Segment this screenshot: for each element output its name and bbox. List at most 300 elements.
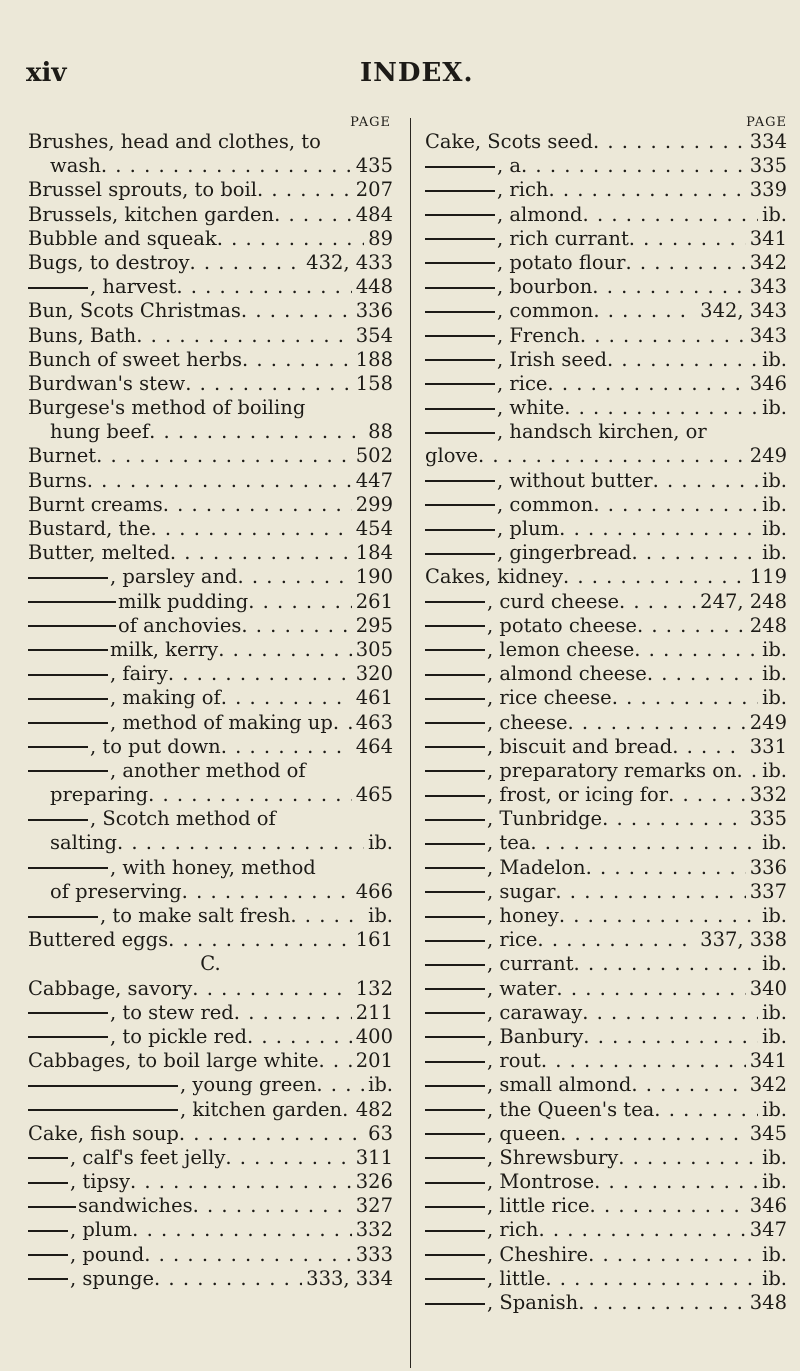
repeat-dash — [425, 770, 485, 772]
repeat-dash — [425, 480, 495, 482]
leader-dots — [594, 1170, 758, 1194]
entry-label: , to pickle red — [110, 1024, 247, 1048]
repeat-dash — [425, 432, 495, 434]
page-reference: 432, 433 — [306, 250, 393, 274]
page-reference: 464 — [355, 734, 393, 758]
index-entry — [425, 1001, 787, 1025]
leader-dots — [541, 1049, 746, 1073]
index-entry — [28, 1267, 393, 1291]
index-column-left — [28, 116, 393, 1291]
index-entry — [28, 1122, 393, 1146]
repeat-dash — [28, 601, 116, 603]
leader-dots — [625, 251, 745, 275]
page-reference: 311 — [355, 1145, 393, 1169]
index-entry — [28, 880, 393, 904]
entry-label: , white — [497, 396, 565, 420]
page-reference: ib. — [762, 541, 787, 565]
leader-dots — [559, 517, 758, 541]
repeat-dash — [28, 1206, 76, 1208]
page-reference: 188 — [355, 347, 393, 371]
entry-text — [28, 1170, 130, 1194]
entry-text — [425, 324, 580, 348]
entry-label: , spunge — [70, 1266, 155, 1290]
index-column-right — [425, 116, 787, 1315]
repeat-dash — [28, 1182, 68, 1184]
entry-label: , to stew red — [110, 1000, 234, 1024]
index-entry — [425, 227, 787, 251]
leader-dots — [170, 541, 352, 565]
index-entry — [28, 1098, 393, 1122]
index-entry — [425, 178, 787, 202]
entry-label: Bugs, to destroy — [28, 250, 190, 274]
repeat-dash — [425, 867, 485, 869]
entry-text — [28, 154, 101, 178]
leader-dots — [217, 227, 364, 251]
repeat-dash — [425, 529, 495, 531]
leader-dots — [218, 638, 352, 662]
entry-label: , queen — [487, 1121, 561, 1145]
page-reference: ib. — [762, 347, 787, 371]
entry-text — [28, 711, 333, 735]
entry-label: Brussels, kitchen garden — [28, 202, 275, 226]
entry-label: , method of making up — [110, 710, 333, 734]
index-entries — [425, 130, 787, 1315]
entry-label: Cake, fish soup — [28, 1121, 179, 1145]
entry-text — [28, 1243, 144, 1267]
index-entry — [28, 711, 393, 735]
entry-label: , rice — [497, 371, 548, 395]
page-reference: 341 — [749, 1049, 787, 1073]
entry-label: , gingerbread — [497, 541, 632, 565]
leader-dots — [560, 1122, 746, 1146]
page-reference: 332 — [355, 1218, 393, 1242]
page-reference: ib. — [762, 468, 787, 492]
entry-text — [28, 178, 257, 202]
entry-label: , lemon cheese — [487, 637, 635, 661]
repeat-dash — [28, 674, 108, 676]
entry-label: Cabbage, savory — [28, 976, 193, 1000]
entry-label: , frost, or icing for — [487, 783, 669, 807]
leader-dots — [241, 614, 351, 638]
entry-text — [425, 952, 574, 976]
entry-label: Bunch of sweet herbs — [28, 347, 243, 371]
entry-label: , almond — [497, 202, 583, 226]
entry-label: , rout — [487, 1049, 541, 1073]
leader-dots — [185, 372, 352, 396]
entry-label: salting — [50, 831, 117, 855]
entry-label: , cheese — [487, 710, 568, 734]
repeat-dash — [425, 1206, 485, 1208]
page-reference: 465 — [355, 783, 393, 807]
entry-text — [28, 493, 163, 517]
leader-dots — [555, 880, 745, 904]
entry-text — [425, 831, 530, 855]
repeat-dash — [28, 746, 88, 748]
index-entry — [28, 154, 393, 178]
page-reference: 249 — [749, 710, 787, 734]
page-reference: 463 — [355, 710, 393, 734]
entry-label: , the Queen's tea — [487, 1097, 655, 1121]
index-entry — [425, 372, 787, 396]
repeat-dash — [425, 359, 495, 361]
index-entry — [28, 638, 393, 662]
entry-label: , harvest — [90, 275, 177, 299]
page-column-heading: PAGE — [350, 115, 391, 130]
leader-dots — [179, 1122, 364, 1146]
index-entry — [425, 420, 787, 444]
page-reference: 89 — [368, 226, 393, 250]
index-entry — [425, 541, 787, 565]
leader-dots — [149, 420, 364, 444]
page-header — [0, 58, 800, 98]
entry-label: , common — [497, 492, 594, 516]
index-entry — [28, 1025, 393, 1049]
leader-dots — [274, 203, 352, 227]
leader-dots — [588, 1243, 758, 1267]
page-reference: 461 — [355, 686, 393, 710]
page-reference — [389, 396, 393, 420]
index-entry — [425, 348, 787, 372]
entry-label: , fairy — [110, 662, 168, 686]
entry-text — [425, 541, 631, 565]
leader-dots — [538, 1218, 745, 1242]
leader-dots — [602, 807, 746, 831]
repeat-dash — [425, 383, 495, 385]
repeat-dash — [28, 1036, 108, 1038]
entry-text — [28, 275, 176, 299]
index-entry — [28, 469, 393, 493]
entry-label: Burns — [28, 468, 87, 492]
index-entry — [28, 541, 393, 565]
leader-dots — [132, 1218, 352, 1242]
repeat-dash — [28, 1109, 178, 1111]
page-reference: 261 — [355, 589, 393, 613]
page-reference: 454 — [355, 517, 393, 540]
repeat-dash — [425, 1230, 485, 1232]
repeat-dash — [425, 1012, 485, 1014]
entry-label: glove — [425, 444, 479, 468]
entry-text — [28, 1122, 179, 1146]
entry-text — [425, 1025, 583, 1049]
entry-text — [28, 1218, 132, 1242]
leader-dots — [582, 1001, 758, 1025]
repeat-dash — [425, 674, 485, 676]
entry-text — [28, 1267, 154, 1291]
entry-text — [28, 227, 217, 251]
entry-text — [28, 590, 248, 614]
entry-label: , Cheshire — [487, 1242, 589, 1266]
leader-dots — [290, 904, 364, 928]
entry-label: hung beef — [50, 420, 150, 444]
entry-text — [28, 565, 238, 589]
entry-text — [28, 324, 136, 348]
entry-text — [425, 517, 559, 541]
entry-text — [425, 686, 612, 710]
entry-label: , plum — [497, 517, 560, 540]
leader-dots — [319, 1049, 352, 1073]
repeat-dash — [425, 819, 485, 821]
entry-text — [28, 831, 117, 855]
repeat-dash — [28, 770, 108, 772]
index-entry — [28, 420, 393, 444]
entry-text — [425, 711, 568, 735]
leader-dots — [117, 831, 364, 855]
index-entry — [28, 372, 393, 396]
index-entry — [28, 493, 393, 517]
entry-text — [425, 1243, 588, 1267]
page-reference: 190 — [355, 565, 393, 589]
repeat-dash — [425, 1157, 485, 1159]
entry-label: , Tunbridge — [487, 807, 603, 831]
entry-label: , little rice — [487, 1194, 590, 1218]
repeat-dash — [425, 625, 485, 627]
entry-text — [28, 638, 218, 662]
entry-label: Cakes, kidney — [425, 565, 563, 589]
page-reference: ib. — [368, 831, 393, 855]
index-entry — [425, 1291, 787, 1315]
page-reference: 342 — [749, 1073, 787, 1097]
leader-dots — [530, 831, 758, 855]
repeat-dash — [425, 1085, 485, 1087]
repeat-dash — [28, 1278, 68, 1280]
leader-dots — [593, 130, 746, 154]
index-entry — [28, 590, 393, 614]
entry-label: Bustard, the — [28, 517, 151, 540]
page-reference: 158 — [355, 371, 393, 395]
entry-text — [28, 735, 221, 759]
entry-label: , tipsy — [70, 1170, 130, 1194]
entry-text — [28, 614, 241, 638]
repeat-dash — [28, 819, 88, 821]
index-entry — [425, 1243, 787, 1267]
index-entry — [425, 565, 787, 589]
entry-label: , handsch kirchen, or — [497, 420, 707, 444]
page-reference: 400 — [355, 1024, 393, 1048]
entry-text — [28, 469, 87, 493]
entry-text — [28, 662, 168, 686]
index-entry — [28, 1170, 393, 1194]
leader-dots — [592, 275, 745, 299]
index-entry — [28, 517, 393, 541]
entry-text — [425, 590, 619, 614]
page-reference: 336 — [749, 855, 787, 879]
repeat-dash — [425, 1133, 485, 1135]
entry-label: Burdwan's stew — [28, 371, 186, 395]
leader-dots — [136, 324, 352, 348]
entry-label: , without butter — [497, 468, 653, 492]
repeat-dash — [425, 166, 495, 168]
leader-dots — [672, 735, 746, 759]
entry-label: , almond cheese — [487, 662, 647, 686]
page-reference — [389, 856, 393, 880]
leader-dots — [619, 590, 696, 614]
page-reference: 348 — [749, 1291, 787, 1314]
leader-dots — [559, 904, 758, 928]
entry-label: , currant — [487, 952, 574, 976]
leader-dots — [316, 1073, 364, 1097]
entry-label: , honey — [487, 904, 559, 927]
entry-text — [28, 1194, 193, 1218]
page-reference: ib. — [762, 686, 787, 710]
leader-dots — [193, 1194, 352, 1218]
entry-label: , common — [497, 299, 594, 323]
page-reference: 320 — [355, 662, 393, 686]
entry-label: , little — [487, 1266, 546, 1290]
page-reference: 337, 338 — [700, 928, 787, 952]
index-entry — [28, 1073, 393, 1097]
leader-dots — [154, 1267, 302, 1291]
repeat-dash — [28, 1085, 178, 1087]
repeat-dash — [28, 649, 108, 651]
index-entry — [425, 807, 787, 831]
repeat-dash — [28, 577, 108, 579]
page-reference: 333, 334 — [306, 1266, 393, 1290]
repeat-dash — [425, 190, 495, 192]
entry-label: , sugar — [487, 879, 556, 903]
entry-label: , preparatory remarks on — [487, 758, 737, 782]
entry-text — [200, 952, 220, 976]
page-reference: ib. — [762, 492, 787, 516]
repeat-dash — [28, 916, 98, 918]
repeat-dash — [425, 262, 495, 264]
entry-label: Brushes, head and clothes, to — [28, 130, 321, 153]
index-entry — [425, 469, 787, 493]
entry-text — [425, 565, 563, 589]
entry-text — [425, 638, 634, 662]
entry-label: , rich — [497, 178, 549, 202]
entry-text — [425, 1073, 631, 1097]
page-reference: 326 — [355, 1170, 393, 1194]
leader-dots — [564, 396, 758, 420]
entry-label: , small almond — [487, 1073, 632, 1097]
leader-dots — [583, 1025, 758, 1049]
repeat-dash — [425, 891, 485, 893]
page-reference: 482 — [355, 1097, 393, 1121]
entry-text — [28, 517, 151, 541]
entry-label: preparing — [50, 783, 149, 807]
index-entry — [28, 1001, 393, 1025]
index-entry — [425, 638, 787, 662]
leader-dots — [176, 275, 351, 299]
leader-dots — [637, 614, 746, 638]
entry-text — [425, 420, 707, 444]
leader-dots — [192, 977, 351, 1001]
entry-label: , another method of — [110, 758, 306, 782]
page-reference — [783, 420, 787, 444]
repeat-dash — [425, 964, 485, 966]
entry-label: , biscuit and bread — [487, 734, 673, 758]
page-reference: 340 — [749, 976, 787, 1000]
entry-text — [425, 1218, 538, 1242]
index-entry — [425, 517, 787, 541]
leader-dots — [242, 348, 352, 372]
repeat-dash — [425, 698, 485, 700]
entry-text — [425, 1194, 590, 1218]
entry-label: , parsley and — [110, 565, 238, 589]
index-entry — [28, 178, 393, 202]
leader-dots — [634, 638, 758, 662]
index-entry — [425, 759, 787, 783]
entry-text — [425, 130, 593, 154]
index-entry — [425, 735, 787, 759]
page-reference: 343 — [749, 323, 787, 347]
index-entry — [425, 590, 787, 614]
index-entry — [425, 977, 787, 1001]
index-entry — [28, 1194, 393, 1218]
entry-label: , calf's feet jelly — [70, 1145, 226, 1169]
entry-text — [28, 880, 182, 904]
repeat-dash — [425, 601, 485, 603]
page-reference: ib. — [762, 662, 787, 686]
repeat-dash — [28, 1254, 68, 1256]
entry-label: , Irish seed — [497, 347, 607, 371]
entry-text — [28, 1146, 225, 1170]
page-reference: 447 — [355, 468, 393, 492]
entry-label: , plum — [70, 1218, 133, 1242]
index-entry — [425, 686, 787, 710]
entry-label: , with honey, method — [110, 855, 316, 879]
leader-dots — [151, 517, 352, 541]
index-entry — [425, 1098, 787, 1122]
page-reference: 201 — [355, 1049, 393, 1073]
entry-label: , Banbury — [487, 1024, 584, 1048]
repeat-dash — [425, 940, 485, 942]
leader-dots — [578, 1291, 746, 1315]
entry-text — [425, 178, 548, 202]
entry-text — [28, 444, 96, 468]
page-reference: 346 — [749, 371, 787, 395]
index-entry — [28, 759, 393, 783]
leader-dots — [521, 154, 746, 178]
index-entry — [425, 1218, 787, 1242]
leader-dots — [257, 178, 352, 202]
repeat-dash — [28, 867, 108, 869]
repeat-dash — [28, 625, 116, 627]
index-entry — [425, 783, 787, 807]
page-reference: 346 — [749, 1194, 787, 1218]
page-reference: ib. — [762, 517, 787, 540]
index-entry — [28, 299, 393, 323]
page-reference: 184 — [355, 541, 393, 565]
entry-text — [425, 1291, 578, 1315]
repeat-dash — [28, 698, 108, 700]
leader-dots — [583, 203, 759, 227]
leader-dots — [148, 783, 352, 807]
entry-text — [425, 493, 593, 517]
index-entry — [28, 686, 393, 710]
index-entry — [425, 831, 787, 855]
index-entry — [425, 130, 787, 154]
entry-text — [28, 541, 170, 565]
entry-text — [28, 783, 148, 807]
entry-text — [28, 1098, 342, 1122]
page-reference: 337 — [749, 879, 787, 903]
entry-text — [28, 904, 290, 928]
leader-dots — [653, 469, 758, 493]
page-reference: 334 — [749, 130, 787, 153]
page-reference: ib. — [762, 396, 787, 420]
entry-label: , potato cheese — [487, 613, 637, 637]
index-entry — [28, 444, 393, 468]
repeat-dash — [425, 722, 485, 724]
index-entry — [28, 614, 393, 638]
entry-text — [28, 203, 274, 227]
index-entry — [425, 251, 787, 275]
leader-dots — [234, 1001, 352, 1025]
entry-label: milk pudding — [118, 589, 249, 613]
page-reference: ib. — [762, 1170, 787, 1194]
page-reference: ib. — [762, 202, 787, 226]
